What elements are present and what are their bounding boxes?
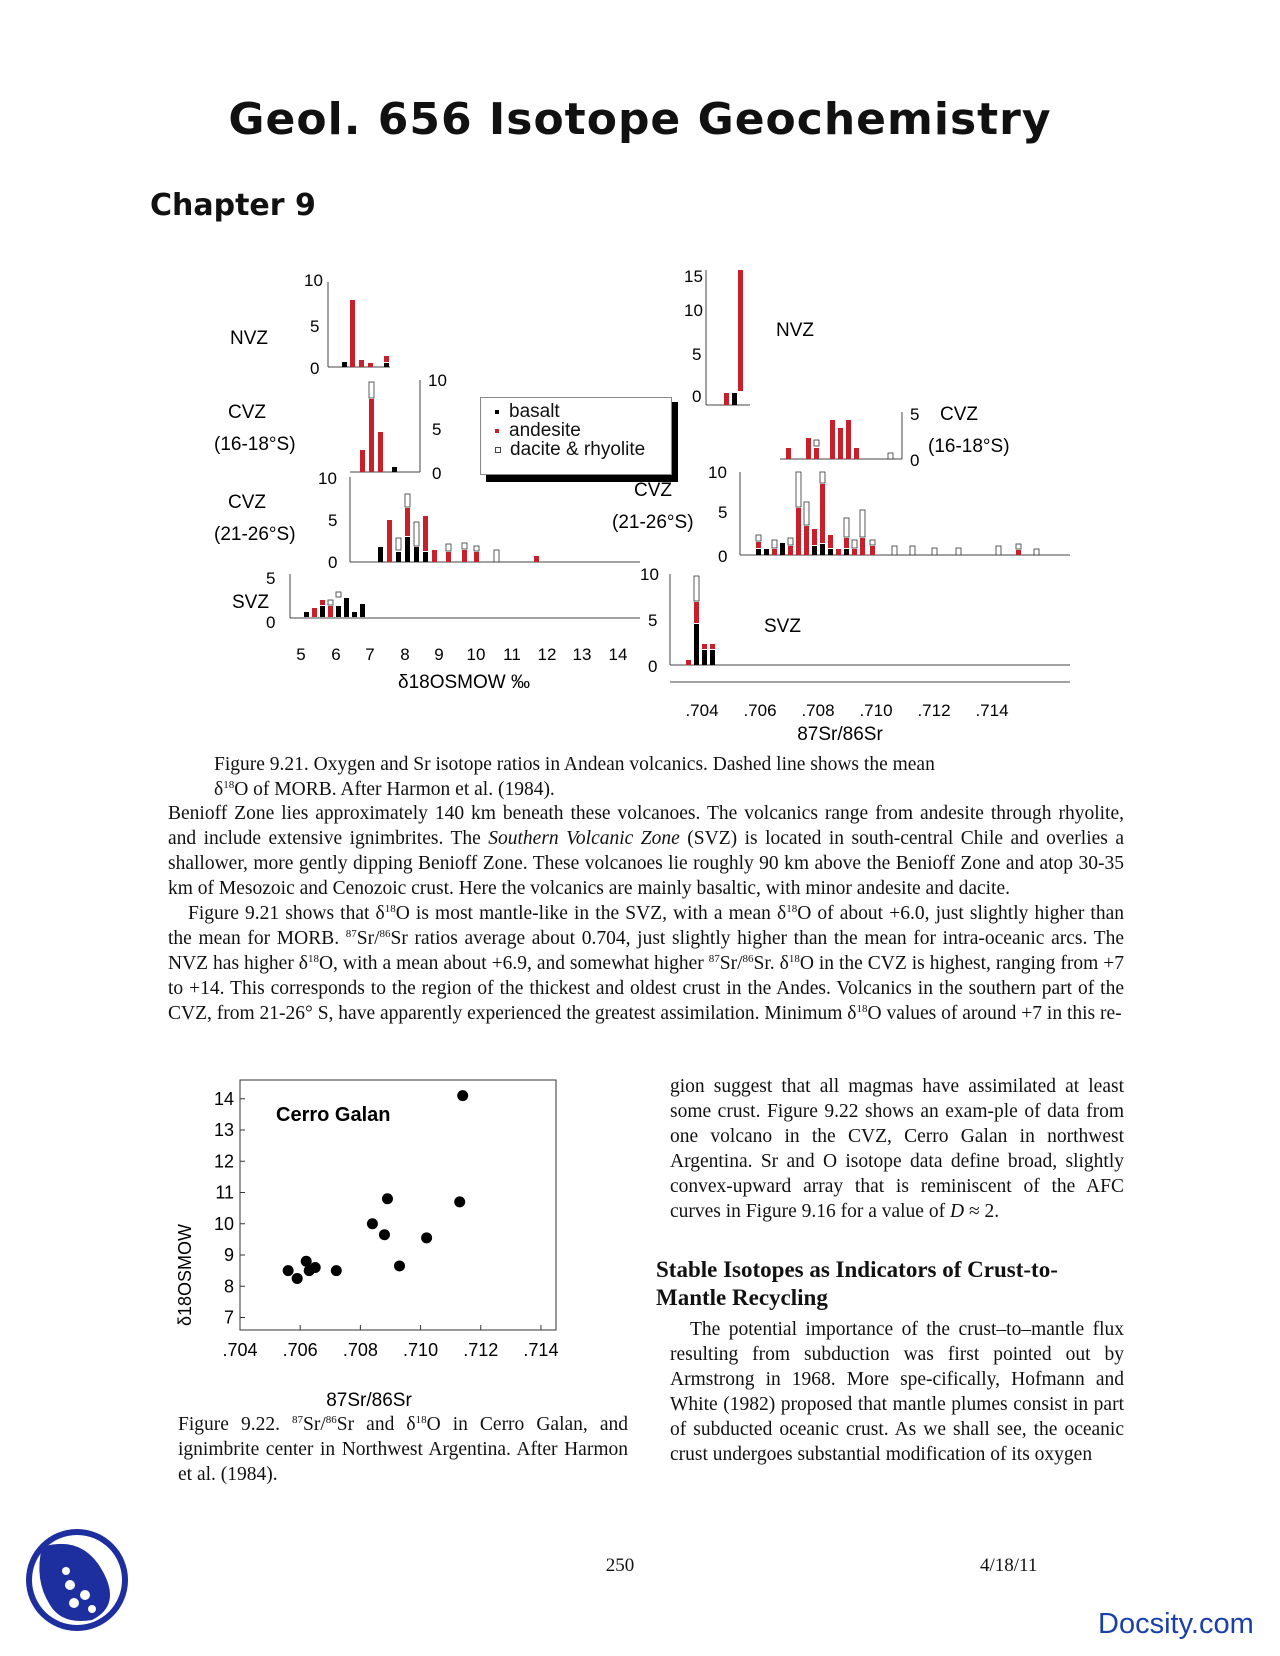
scatter-point	[283, 1265, 294, 1276]
svg-text:9: 9	[434, 645, 444, 664]
scatter-x-label: 87Sr/86Sr	[326, 1390, 412, 1411]
scatter-point	[454, 1196, 465, 1207]
scatter-point	[331, 1265, 342, 1276]
svg-text:10: 10	[466, 645, 486, 664]
svg-text:.706: .706	[743, 701, 777, 720]
svg-text:5: 5	[266, 569, 276, 588]
figure-9-21-caption: Figure 9.21. Oxygen and Sr isotope ratios in Andean volcanics. Dashed line shows the mean $\delta^{18}O$ of MORB. After Harmon et al. (1984).	[214, 754, 935, 800]
svg-text:5: 5	[432, 420, 442, 439]
x-tick-label: .714	[523, 1340, 559, 1360]
svg-text:0: 0	[432, 464, 442, 483]
y-tick-label: 7	[223, 1307, 234, 1328]
svg-text:0: 0	[910, 451, 920, 470]
y-tick-label: 8	[223, 1276, 234, 1297]
y-tick-label: 11	[215, 1182, 234, 1203]
scatter-point	[367, 1218, 378, 1229]
figure-9-22-scatter	[176, 1080, 616, 1410]
svg-text:0: 0	[310, 359, 320, 378]
svg-text:CVZ: CVZ	[228, 492, 266, 513]
y-tick-label: 9	[223, 1245, 234, 1265]
scatter-point	[292, 1273, 303, 1284]
figure-9-21-strontium-histograms	[612, 262, 1080, 745]
svg-text:.714: .714	[975, 701, 1009, 720]
svg-text:(16-18°S): (16-18°S)	[928, 436, 1010, 457]
svg-text:8: 8	[400, 645, 410, 664]
svg-text:(21-26°S): (21-26°S)	[214, 524, 296, 545]
svg-text:5: 5	[310, 317, 320, 336]
figure-9-22-caption: Figure 9.22. $^{87}$Sr/$^{86}$Sr and $\delta^{18}O$ in Cerro Galan, and ignimbrite center in Northwest Argentina. After Harmon et al. (1984).	[178, 1414, 628, 1485]
figure-legend: basalt andesite dacite & rhyolite	[480, 397, 672, 475]
docsity-link[interactable]: Docsity.com	[1098, 1608, 1254, 1640]
svg-text:11: 11	[503, 645, 521, 664]
svg-text:10: 10	[428, 371, 447, 390]
svg-text:0: 0	[328, 553, 338, 572]
svg-text:(16-18°S): (16-18°S)	[214, 434, 296, 455]
svg-text:CVZ: CVZ	[634, 480, 672, 501]
page-number: 250	[605, 1555, 635, 1576]
scatter-point	[457, 1090, 468, 1101]
docsity-logo-icon	[22, 1525, 132, 1635]
scatter-point	[379, 1229, 390, 1240]
chapter-heading: Chapter 9	[150, 188, 316, 223]
svg-text:5: 5	[648, 611, 658, 630]
svg-text:5: 5	[910, 405, 920, 424]
y-tick-label: 12	[213, 1151, 234, 1172]
svg-text:13: 13	[572, 645, 592, 664]
svg-text:12: 12	[537, 645, 557, 664]
body-paragraph-3: The potential importance of the crust–to–mantle flux resulting from subduction was first pointed out by Armstrong in 1968. More spe-cifically, Hofmann and White (1982) proposed that mantle plumes consist in part of subducted oceanic crust. As we shall see, the oceanic crust undergoes substantial modification of its oxygen	[670, 1319, 1124, 1465]
scatter-title: Cerro Galan	[276, 1104, 391, 1126]
y-tick-label: 14	[213, 1088, 234, 1109]
svg-text:0: 0	[692, 387, 702, 406]
x-tick-label: .710	[403, 1340, 439, 1360]
body-paragraph-1: Benioff Zone lies approximately 140 km beneath these volcanoes. The volcanics range from andesite through rhyolite, and include extensive ignimbrites. The Southern Volcanic Zone (SVZ) is located in south-central Chile and overlies a shallower, more gently dipping Benioff Zone. These volcanoes lie roughly 90 km above the Benioff Zone and atop 30-35 km of Mesozoic and Cenozoic crust. Here the volcanics are mainly basaltic, with minor andesite and dacite. Figure 9.21 shows that $\delta^{18}O$ is most mantle-like in the SVZ, with a mean $\delta^{18}O$ of about +6.0, just slightly higher than the mean for MORB. $^{87}$Sr/$^{86}$Sr ratios average about 0.704, just slightly higher than the mean for intra-oceanic arcs. The NVZ has higher $\delta^{18}O$, with a mean about +6.9, and somewhat higher $^{87}$Sr/$^{86}$Sr. $\delta^{18}O$ in the CVZ is highest, ranging from +7 to +14. This corresponds to the region of the thickest and oldest crust in the Andes. Volcanics in the southern part of the CVZ, from 21-26° S, have apparently experienced the greatest assimilation. Minimum $\delta^{18}O$ values of around +7 in this re-	[168, 803, 1125, 1024]
svg-text:CVZ: CVZ	[228, 402, 266, 423]
body-paragraph-2: gion suggest that all magmas have assimilated at least some crust. Figure 9.22 shows an exam-ple of data from one volcano in the CVZ, Cerro Galan in northwest Argentina. Sr and O isotope data define broad, slightly convex-upward array that is reminiscent of the AFC curves in Figure 9.16 for a value of D ≈ 2.	[670, 1076, 1124, 1222]
svg-text:.704: .704	[685, 701, 719, 720]
svg-text:10: 10	[640, 565, 659, 584]
svg-text:0: 0	[266, 613, 276, 632]
y-tick-label: 13	[213, 1120, 234, 1140]
svg-text:.712: .712	[917, 701, 951, 720]
strontium-axis-label: 87Sr/86Sr	[797, 724, 883, 745]
svg-text:6: 6	[331, 645, 341, 664]
svg-text:SVZ: SVZ	[764, 616, 801, 637]
scatter-point	[394, 1260, 405, 1271]
svg-text:(21-26°S): (21-26°S)	[612, 512, 694, 533]
svg-text:10: 10	[318, 469, 337, 488]
svg-text:.708: .708	[801, 701, 835, 720]
x-tick-label: .712	[463, 1340, 499, 1360]
x-tick-label: .708	[342, 1340, 378, 1360]
svg-text:0: 0	[718, 547, 728, 566]
svg-text:5: 5	[692, 345, 702, 364]
oxygen-axis-label: δ18OSMOW ‰	[398, 672, 530, 693]
svg-text:15: 15	[684, 267, 703, 286]
svg-text:0: 0	[648, 657, 658, 676]
svg-text:10: 10	[684, 301, 703, 320]
panel-label-nvz: NVZ	[230, 328, 268, 349]
svg-text:10: 10	[708, 463, 727, 482]
x-tick-label: .704	[222, 1340, 258, 1360]
scatter-point	[310, 1262, 321, 1273]
svg-text:5: 5	[296, 645, 306, 664]
svg-text:CVZ: CVZ	[940, 404, 978, 425]
footer-date: 4/18/11	[980, 1555, 1038, 1576]
y-tick-label: 10	[213, 1213, 234, 1234]
svg-text:NVZ: NVZ	[776, 320, 814, 341]
scatter-y-label: δ18OSMOW	[175, 1223, 195, 1327]
scatter-point	[382, 1193, 393, 1204]
svg-text:10: 10	[304, 271, 323, 290]
svg-text:5: 5	[328, 511, 338, 530]
scatter-point	[301, 1256, 312, 1267]
svg-text:14: 14	[608, 645, 628, 664]
svg-text:7: 7	[365, 645, 375, 664]
x-tick-label: .706	[282, 1340, 318, 1360]
svg-text:5: 5	[718, 503, 728, 522]
page-title: Geol. 656 Isotope Geochemistry	[228, 94, 1052, 145]
section-heading: Stable Isotopes as Indicators of Crust-to-Mantle Recycling	[656, 1257, 1058, 1310]
figure-9-21-oxygen-histograms	[200, 262, 660, 722]
svg-text:SVZ: SVZ	[232, 592, 269, 613]
scatter-point	[421, 1232, 432, 1243]
svg-text:.710: .710	[859, 701, 893, 720]
